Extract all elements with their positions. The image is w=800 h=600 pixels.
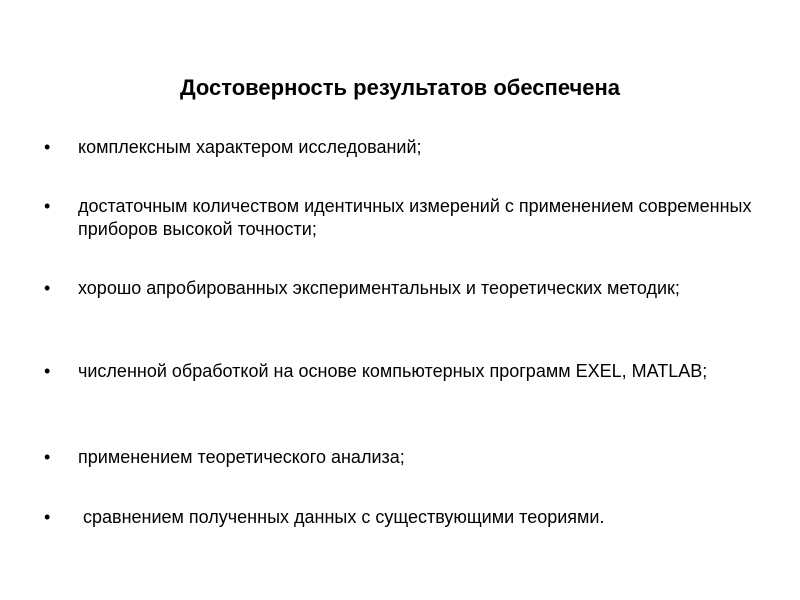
slide-title: Достоверность результатов обеспечена [179, 75, 621, 100]
bullet-text: комплексным характером исследований; [78, 137, 422, 157]
bullet-item [44, 446, 764, 469]
bullet-text: хорошо апробированных экспериментальных и теоретических методик; [78, 278, 680, 298]
bullet-point-icon: • [44, 507, 51, 527]
bullet-text: достаточным количеством идентичных измерений с применением современных приборов высокой точности; [78, 196, 757, 239]
bullet-item [44, 136, 764, 159]
bullet-point-icon: • [44, 137, 51, 157]
bullet-point-icon: • [44, 196, 51, 216]
bullet-item [44, 277, 764, 300]
bullet-item [44, 506, 764, 529]
bullet-point-icon: • [44, 278, 51, 298]
bullet-text: сравнением полученных данных с существующими теориями. [78, 507, 605, 527]
bullet-item [44, 195, 764, 241]
bullet-text: применением теоретического анализа; [78, 447, 405, 467]
bullet-text: численной обработкой на основе компьютерных программ EXEL, MATLAB; [78, 361, 708, 381]
bullet-item [44, 360, 764, 383]
bullet-point-icon: • [44, 361, 51, 381]
bullet-point-icon: • [44, 447, 51, 467]
